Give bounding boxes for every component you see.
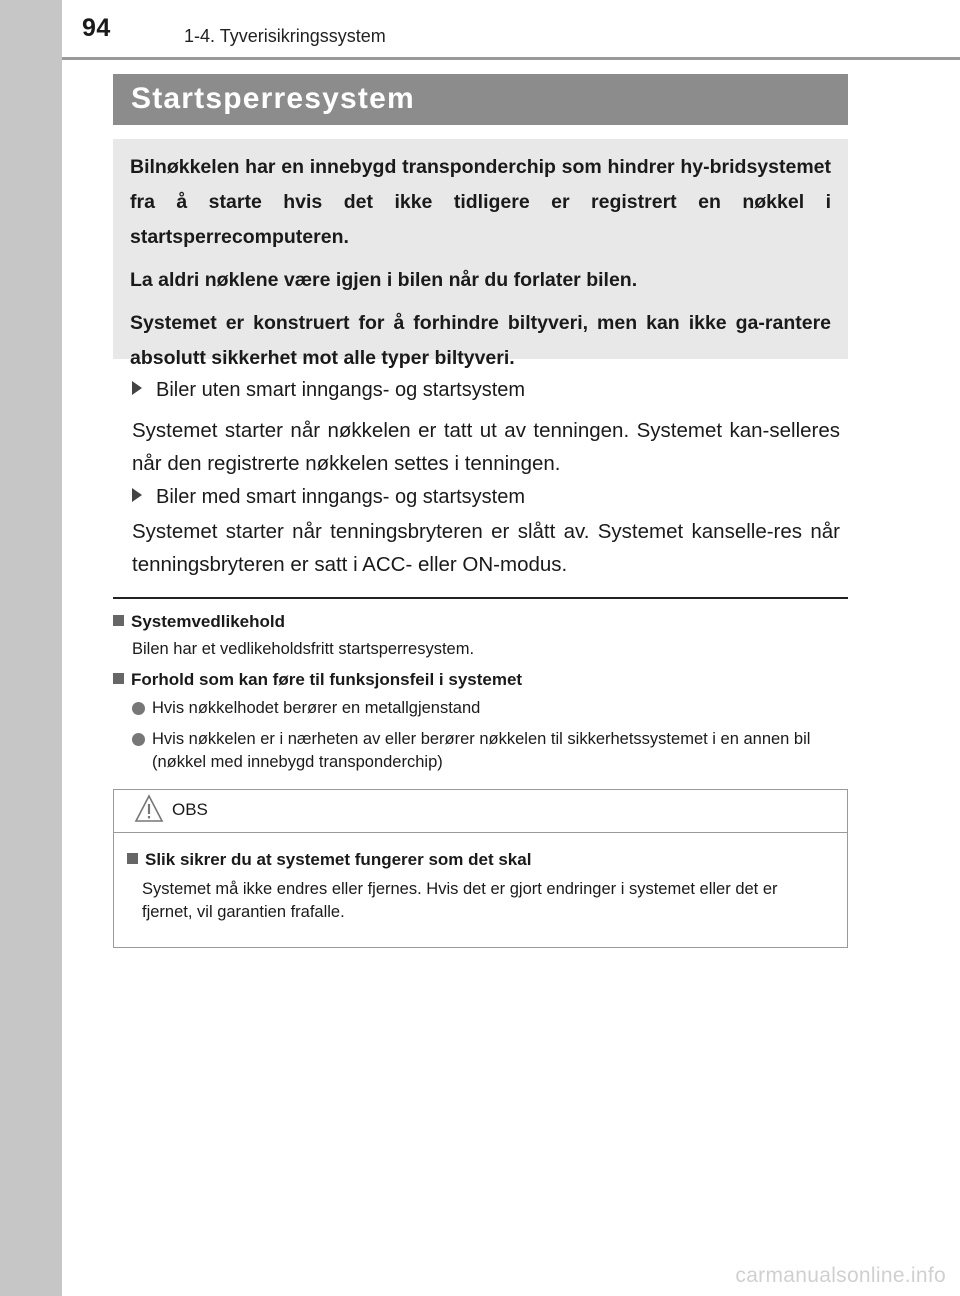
warning-heading-text: Slik sikrer du at systemet fungerer som det skal <box>145 850 532 869</box>
list-item <box>132 697 848 720</box>
variant-description: Systemet starter når nøkkelen er tatt ut av tenningen. Systemet kan-selleres når den registrerte nøkkelen settes i tenningen. <box>132 419 840 475</box>
arrow-icon <box>132 488 142 502</box>
warning-label: OBS <box>172 800 208 819</box>
title-bar <box>113 74 848 125</box>
list-item-text: Hvis nøkkelen er i nærheten av eller berører nøkkelen til sikkerhetssystemet i en annen bil (nøkkel med innebygd transponderchip) <box>152 730 811 771</box>
round-bullet-icon <box>132 733 145 746</box>
variant-heading-text: Biler uten smart inngangs- og startsystem <box>156 379 526 401</box>
list-item <box>132 728 848 774</box>
warning-heading <box>127 848 531 872</box>
side-strip <box>0 0 62 1296</box>
section-divider <box>113 597 848 599</box>
variant-heading-text: Biler med smart inngangs- og startsystem <box>156 486 526 508</box>
variant-description: Systemet starter når tenningsbryteren er slått av. Systemet kanselle-res når tenningsbryteren er satt i ACC- eller ON-modus. <box>132 520 840 576</box>
warning-header <box>114 790 847 833</box>
note-heading <box>113 668 522 692</box>
note-heading <box>113 610 285 634</box>
warning-text: Systemet må ikke endres eller fjernes. Hvis det er gjort endringer i systemet eller det er fjernet, vil garantien frafalle. <box>142 880 778 921</box>
arrow-icon <box>132 381 142 395</box>
square-bullet-icon <box>127 853 138 864</box>
intro-box <box>113 139 848 369</box>
note-heading-text: Systemvedlikehold <box>131 612 286 631</box>
page-title: Startsperresystem <box>131 82 415 115</box>
square-bullet-icon <box>113 673 124 684</box>
intro-paragraph: Systemet er konstruert for å forhindre biltyveri, men kan ikke ga-rantere absolutt sikkerhet mot alle typer biltyveri. <box>130 312 831 369</box>
section-label: 1-4. Tyverisikringssystem <box>184 26 386 46</box>
header-rule <box>62 57 960 60</box>
intro-paragraph: Bilnøkkelen har en innebygd transponderchip som hindrer hy-bridsystemet fra å starte hvis det ikke tidligere er registrert en nøkkel i startsperrecomputeren. <box>130 156 831 248</box>
round-bullet-icon <box>132 702 145 715</box>
page-number: 94 <box>82 14 111 42</box>
note-heading-text: Forhold som kan føre til funksjonsfeil i systemet <box>131 670 523 689</box>
note-text: Bilen har et vedlikeholdsfritt startsperresystem. <box>132 640 475 658</box>
variant-heading <box>132 375 525 405</box>
intro-paragraph: La aldri nøklene være igjen i bilen når du forlater bilen. <box>130 269 638 291</box>
list-item-text: Hvis nøkkelhodet berører en metallgjenstand <box>152 699 481 717</box>
warning-box <box>113 789 848 948</box>
warning-triangle-icon <box>134 794 164 829</box>
variant-heading <box>132 482 525 512</box>
square-bullet-icon <box>113 615 124 626</box>
watermark: carmanualsonline.info <box>735 1264 946 1287</box>
